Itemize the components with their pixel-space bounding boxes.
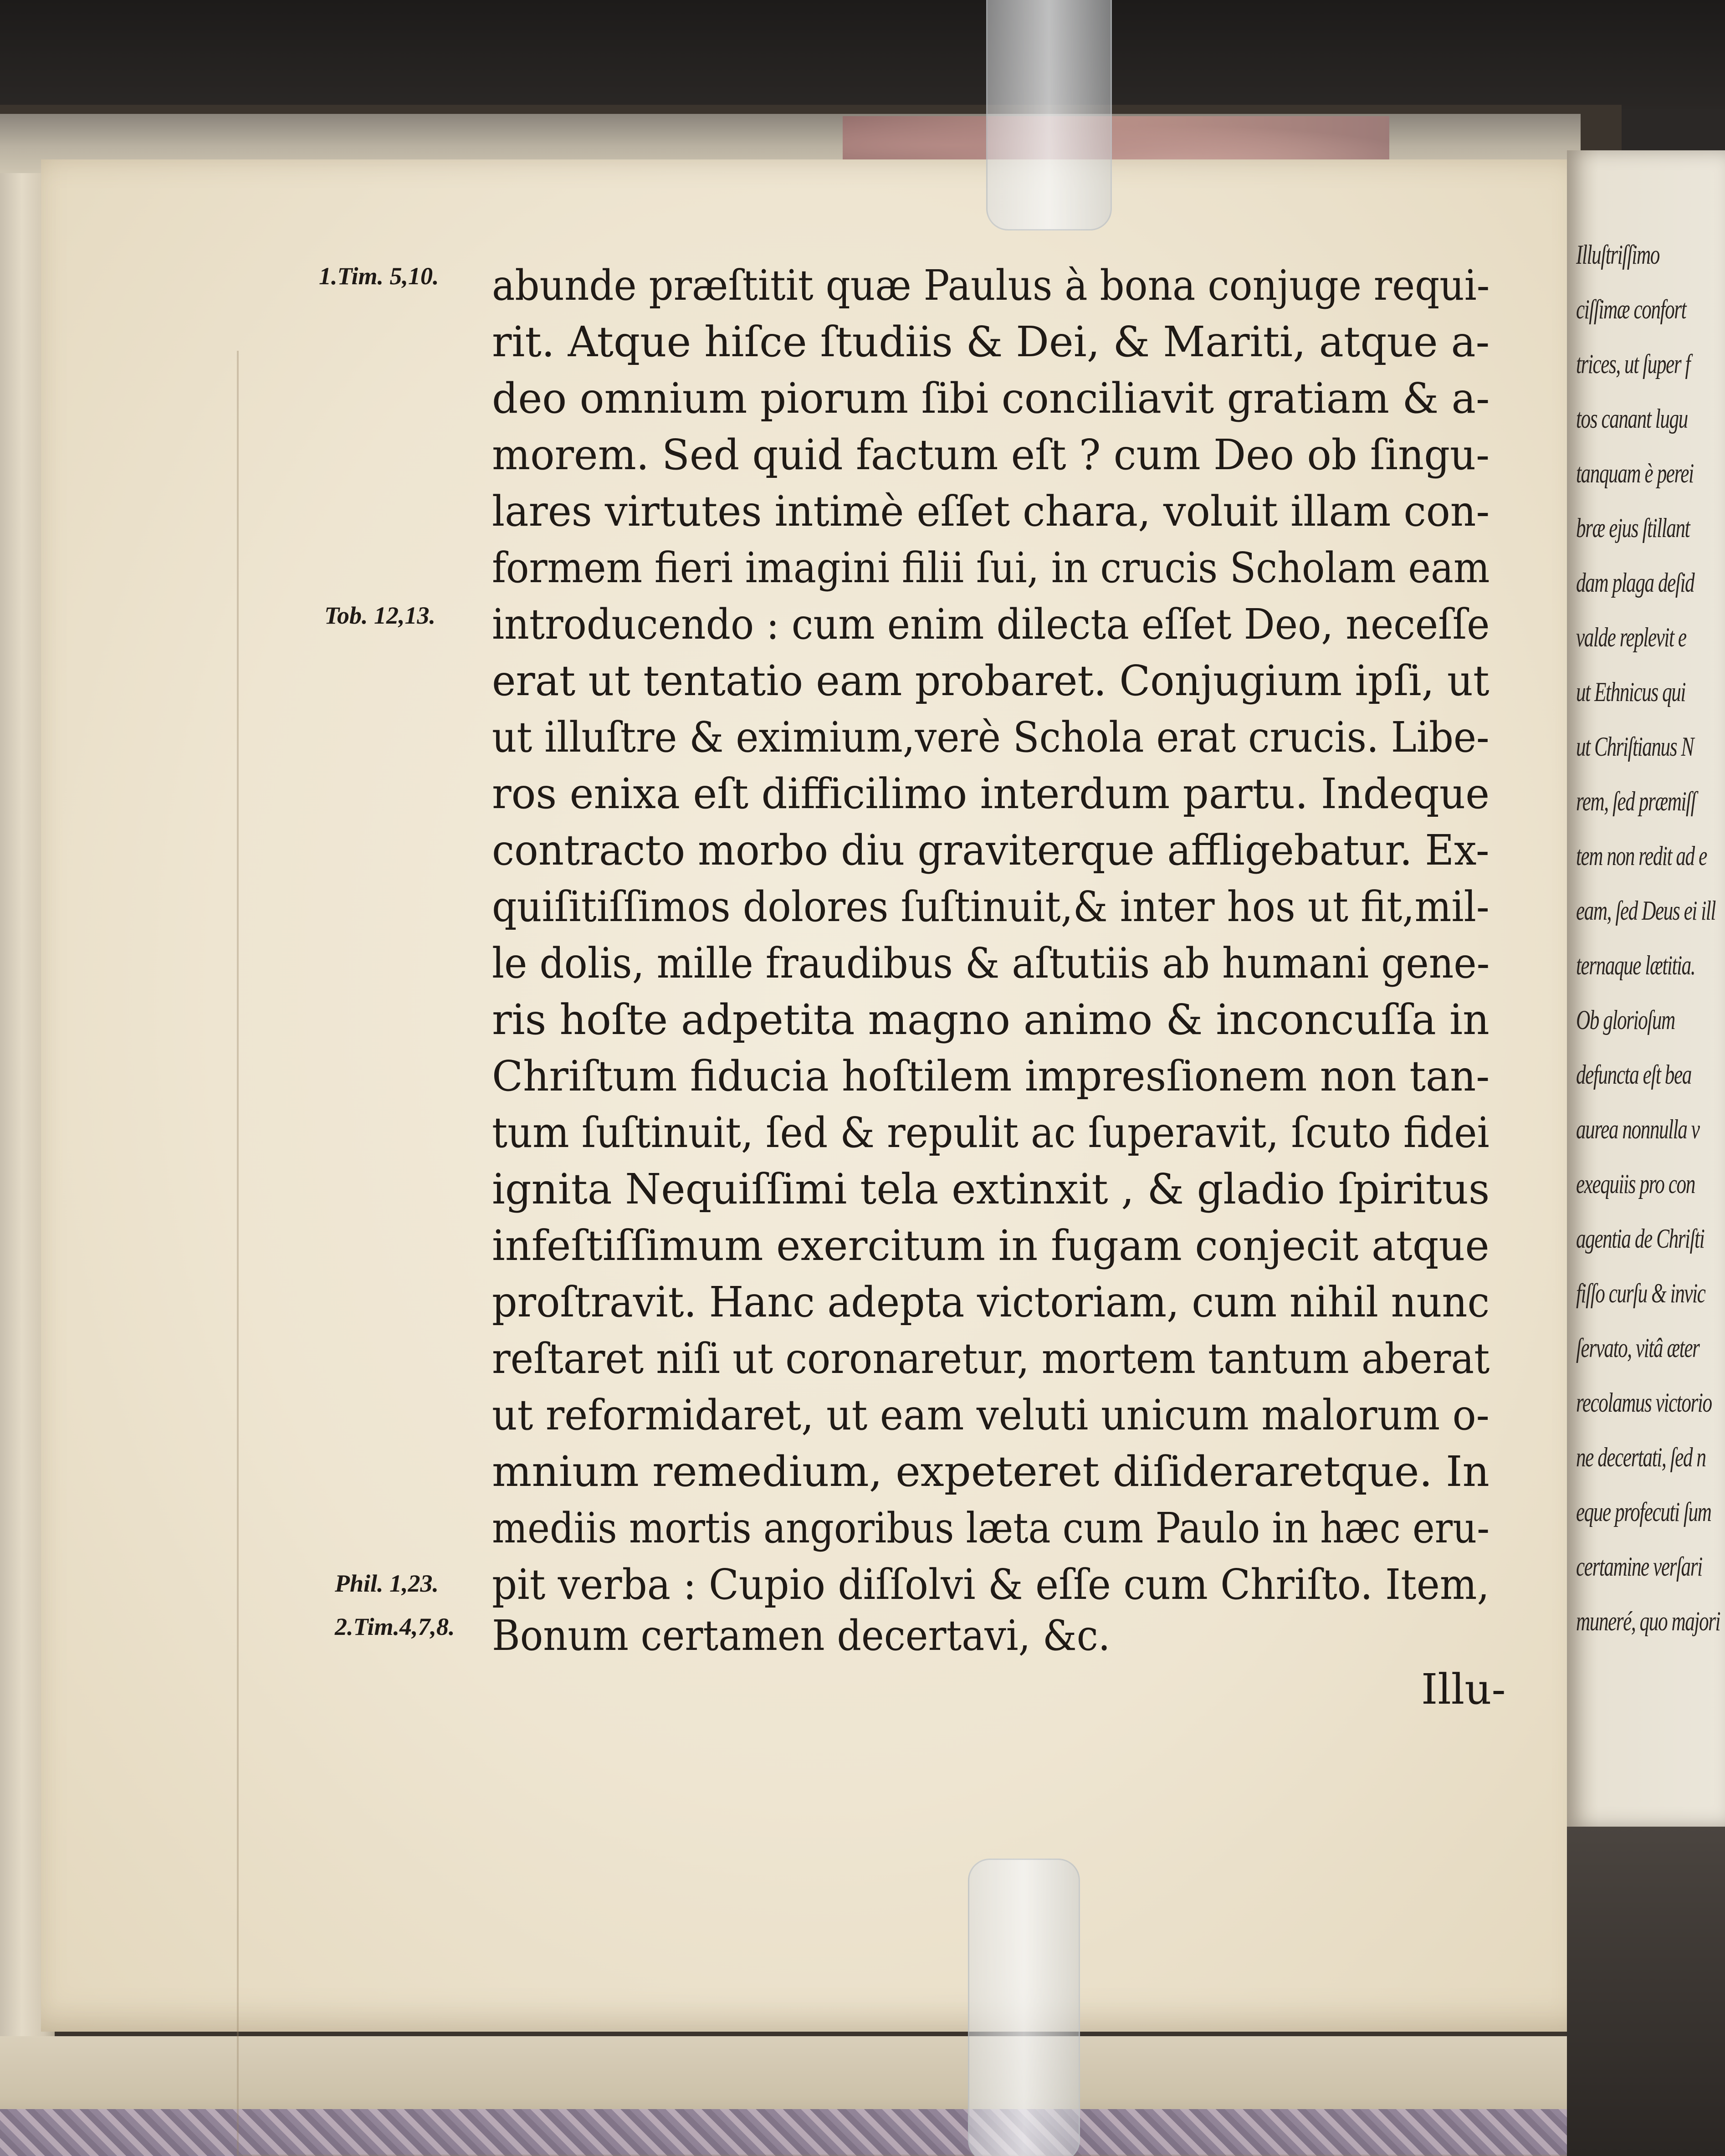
catchword: Illu- bbox=[1421, 1665, 1506, 1714]
facing-line: eam, ſed Deus ei ill bbox=[1576, 896, 1715, 926]
text-line: reſtaret niſi ut coronaretur, mortem tantum aberat bbox=[492, 1334, 1490, 1383]
text-line: le dolis, mille fraudibus & aſtutiis ab humani gene- bbox=[492, 939, 1490, 988]
facing-line: exequiis pro con bbox=[1576, 1169, 1695, 1199]
facing-line: Ob glorioſum bbox=[1576, 1005, 1675, 1035]
text-line: contracto morbo diu graviterque affligebatur. Ex- bbox=[492, 826, 1490, 875]
facing-line: defuncta eſt bea bbox=[1576, 1060, 1691, 1090]
text-line: ignita Nequiſſimi tela extinxit , & gladio ſpiritus bbox=[492, 1165, 1490, 1214]
facing-page-shadow bbox=[1567, 1827, 1725, 2156]
facing-line: valde replevit e bbox=[1576, 622, 1686, 652]
facing-line: trices, ut ſuper f bbox=[1576, 349, 1690, 379]
text-line: ris hoſte adpetita magno animo & inconcuſſa in bbox=[492, 995, 1490, 1044]
facing-line: tem non redit ad e bbox=[1576, 841, 1707, 871]
margin-note: 1.Tim. 5,10. bbox=[319, 262, 439, 290]
text-line: pit verba : Cupio diſſolvi & eſſe cum Chriſto. Item, bbox=[492, 1560, 1490, 1609]
facing-line: rem, ſed præmiſſ bbox=[1576, 786, 1696, 816]
text-line: Bonum certamen decertavi, &c. bbox=[492, 1611, 1111, 1660]
facing-line: ſervato, vitâ æter bbox=[1576, 1333, 1699, 1363]
text-line: ut reformidaret, ut eam veluti unicum malorum o- bbox=[492, 1391, 1490, 1439]
text-line: deo omnium piorum ſibi conciliavit gratiam & a- bbox=[492, 374, 1490, 423]
page-clip-top bbox=[986, 0, 1112, 230]
text-line: lares virtutes intimè eſſet chara, voluit illam con- bbox=[492, 487, 1490, 536]
text-line: abunde præſtitit quæ Paulus à bona conjuge requi- bbox=[492, 261, 1490, 310]
text-line: infeſtiſſimum exercitum in fugam conjecit atque bbox=[492, 1221, 1490, 1270]
margin-note: 2.Tim.4,7,8. bbox=[335, 1613, 455, 1640]
facing-line: eque profecuti ſum bbox=[1576, 1497, 1711, 1527]
facing-line: ne decertati, ſed n bbox=[1576, 1442, 1706, 1472]
text-line: mediis mortis angoribus læta cum Paulo in hæc eru- bbox=[492, 1504, 1490, 1552]
facing-line: dam plaga deſid bbox=[1576, 568, 1694, 598]
facing-line: ternaque lætitia. bbox=[1576, 950, 1695, 980]
page-clip-bottom bbox=[968, 1859, 1080, 2156]
text-line: formem fieri imagini filii ſui, in crucis Scholam eam bbox=[492, 543, 1490, 592]
margin-note: Phil. 1,23. bbox=[335, 1570, 439, 1597]
text-line: proſtravit. Hanc adepta victoriam, cum nihil nunc bbox=[492, 1278, 1490, 1326]
text-line: quiſitiſſimos dolores ſuſtinuit,& inter hos ut fit,mil- bbox=[492, 882, 1490, 931]
facing-line: muneré, quo majori bbox=[1576, 1606, 1720, 1636]
text-line: mnium remedium, expeteret diſideraretque. In bbox=[492, 1447, 1490, 1496]
facing-line: bræ ejus ſtillant bbox=[1576, 513, 1690, 543]
facing-line: tos canant lugu bbox=[1576, 404, 1688, 434]
text-line: morem. Sed quid factum eſt ? cum Deo ob ſingu- bbox=[492, 430, 1490, 479]
facing-line: certamine verſari bbox=[1576, 1552, 1702, 1582]
text-line: tum ſuſtinuit, ſed & repulit ac ſuperavit, ſcuto fidei bbox=[492, 1108, 1490, 1157]
facing-page bbox=[1567, 150, 1725, 1827]
facing-line: ut Ethnicus qui bbox=[1576, 677, 1685, 707]
facing-line: agentia de Chriſti bbox=[1576, 1224, 1705, 1254]
text-line: ros enixa eſt difficilimo interdum partu. Indeque bbox=[492, 769, 1490, 818]
text-line: introducendo : cum enim dilecta eſſet Deo, neceſſe bbox=[492, 600, 1490, 649]
margin-note: Tob. 12,13. bbox=[324, 602, 436, 629]
facing-line: recolamus victorio bbox=[1576, 1388, 1712, 1418]
facing-line: ut Chriſtianus N bbox=[1576, 732, 1694, 762]
text-line: erat ut tentatio eam probaret. Conjugium ipſi, ut bbox=[492, 656, 1490, 705]
facing-line: aurea nonnulla v bbox=[1576, 1114, 1699, 1144]
facing-line: ciſſimæ confort bbox=[1576, 294, 1686, 324]
facing-line: Illuſtriſſimo bbox=[1576, 240, 1659, 270]
text-line: Chriſtum fiducia hoſtilem impresſionem non tan- bbox=[492, 1052, 1490, 1101]
facing-line: tanquam è perei bbox=[1576, 458, 1694, 488]
dark-backdrop bbox=[0, 0, 1725, 109]
facing-line: fiſſo curſu & invic bbox=[1576, 1278, 1705, 1308]
text-line: rit. Atque hiſce ſtudiis & Dei, & Mariti, atque a- bbox=[492, 318, 1490, 366]
text-line: ut illuſtre & eximium,verè Schola erat crucis. Libe- bbox=[492, 713, 1490, 762]
